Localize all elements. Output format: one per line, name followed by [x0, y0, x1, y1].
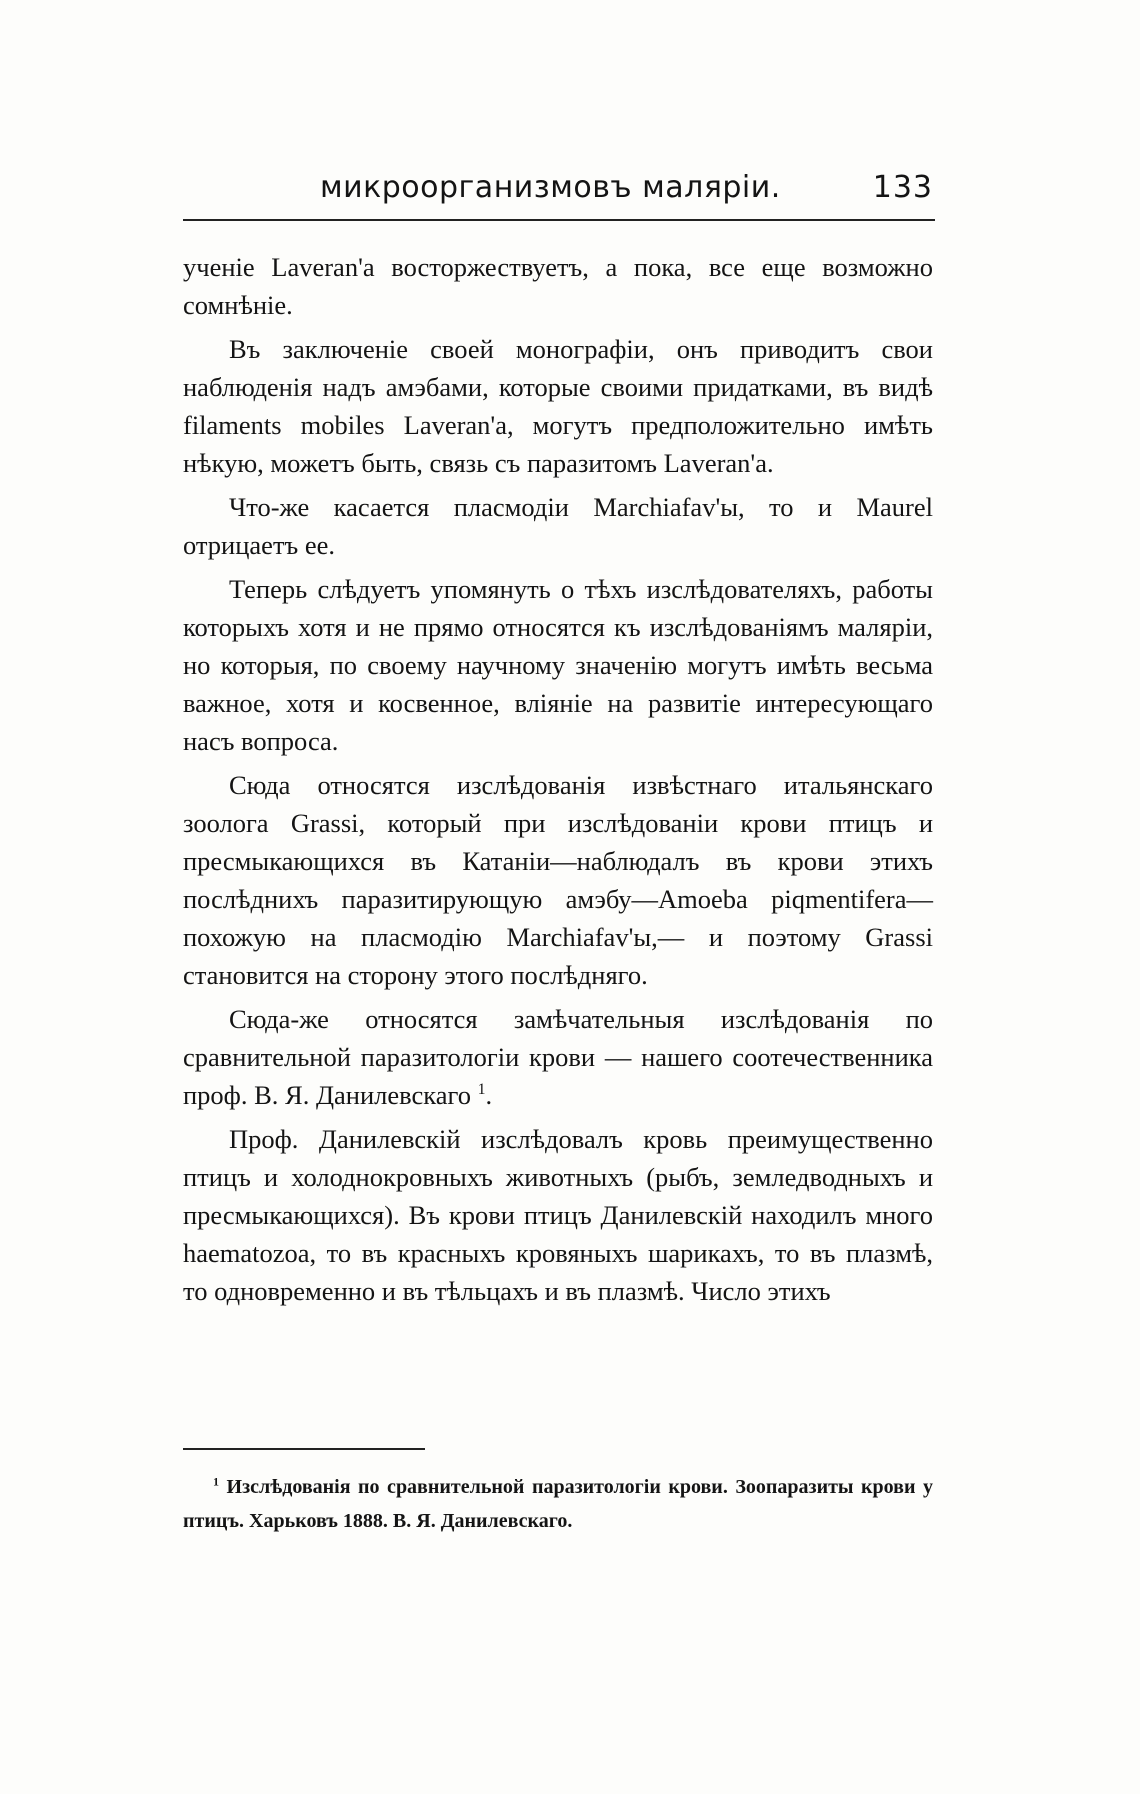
- paragraph-3: Что-же касается пласмодіи Marchiafav'ы, то и Maurel отрицаетъ ее.: [183, 492, 933, 560]
- paragraph-2: Въ заключеніе своей монографіи, онъ приводитъ свои наблюденія надъ амэбами, которые своими придатками, въ видѣ filaments mobiles Laveran'a, могутъ предположительно имѣть нѣкую, можетъ быть, связь съ паразитомъ Laveran'a.: [183, 334, 933, 478]
- footnote-text: Изслѣдованія по сравнительной паразитологіи крови. Зоопаразиты крови у птицъ. Харьковъ 1888. В. Я. Данилевскаго.: [183, 1476, 934, 1532]
- page-number: 133: [872, 170, 933, 205]
- paragraph-5: Сюда относятся изслѣдованія извѣстнаго итальянскаго зоолога Grassi, который при изслѣдованіи крови птицъ и пресмыкающихся въ Катаніи—наблюдалъ въ крови этихъ послѣднихъ паразитирующую амэбу—Amoeba piqmentifera—похожую на пласмодію Marchiafav'ы,— и поэтому Grassi становится на сторону этого послѣдняго.: [183, 770, 933, 990]
- running-head: [183, 166, 935, 218]
- header-rule: [183, 219, 935, 221]
- paragraph-1: ученіе Laveran'a восторжествуетъ, а пока, все еще возможно сомнѣніе.: [183, 252, 933, 320]
- footnote-rule: [183, 1448, 425, 1450]
- footnote: [183, 1470, 933, 1538]
- paragraph-7: Проф. Данилевскій изслѣдовалъ кровь преимущественно птицъ и холоднокровныхъ животныхъ (рыбъ, земледводныхъ и пресмыкающихся). Въ крови птицъ Данилевскій находилъ много haematozoa, то въ красныхъ кровяныхъ шарикахъ, то въ плазмѣ, то одновременно и въ тѣльцахъ и въ плазмѣ. Число этихъ: [183, 1124, 933, 1306]
- running-title: микроорганизмовъ маляріи.: [320, 170, 781, 205]
- footnote-reference: 1: [477, 1081, 486, 1099]
- body-text: [183, 248, 933, 1316]
- paragraph-6: [183, 1000, 933, 1114]
- footnote-reference-period: .: [485, 1080, 493, 1110]
- footnote-marker: 1: [213, 1474, 219, 1489]
- paragraph-4: Теперь слѣдуетъ упомянуть о тѣхъ изслѣдователяхъ, работы которыхъ хотя и не прямо относятся къ изслѣдованіямъ маляріи, но которыя, по своему научному значенію могутъ имѣть весьма важное, хотя и косвенное, вліяніе на развитіе интересующаго насъ вопроса.: [183, 574, 933, 756]
- paragraph-6-text: Сюда-же относятся замѣчательныя изслѣдованія по сравнительной паразитологіи крови — нашего соотечественника проф. В. Я. Данилевскаго: [183, 1004, 933, 1110]
